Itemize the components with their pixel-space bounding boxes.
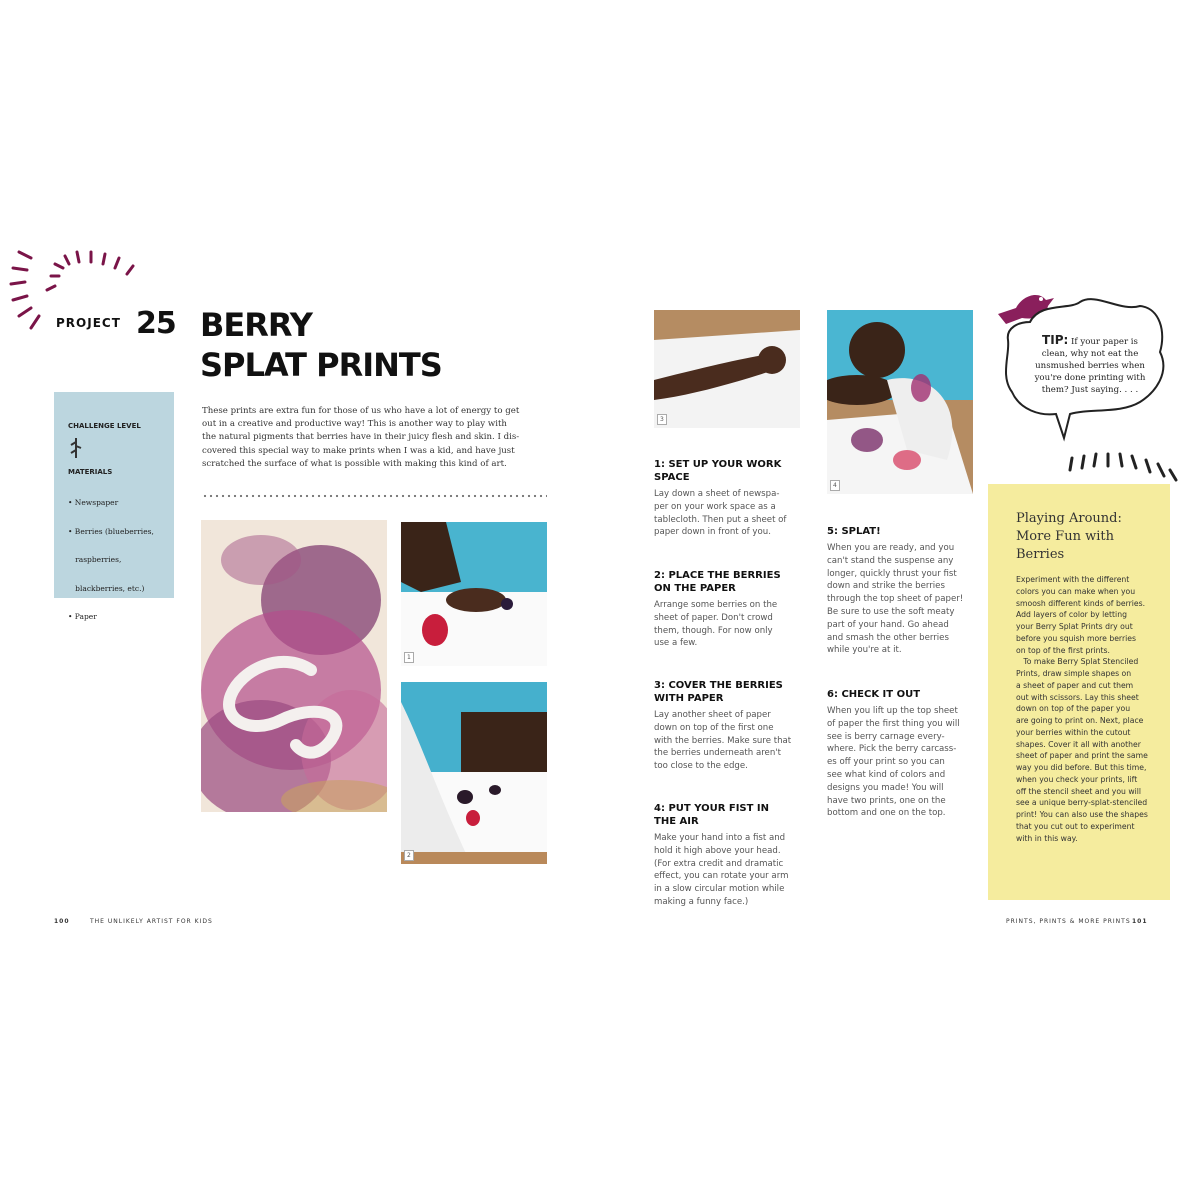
step-text: can't stand the suspense any	[827, 555, 954, 566]
panel-line: smoosh different kinds of berries.	[1016, 598, 1146, 608]
panel-line: shapes. Cover it all with another	[1016, 739, 1141, 749]
material-item: • Paper	[68, 612, 97, 621]
step-text: the berries underneath aren't	[654, 748, 782, 759]
panel-line: a sheet of paper and cut them	[1016, 680, 1134, 690]
panel-title: More Fun with	[1016, 529, 1114, 544]
panel-line: Add layers of color by letting	[1016, 610, 1127, 620]
panel-line: colors you can make when you	[1016, 586, 1136, 596]
step-text: Be sure to use the soft meaty	[827, 606, 955, 617]
panel-line: down on top of the paper you	[1016, 704, 1131, 714]
materials-panel	[54, 392, 174, 621]
project-label: PROJECT	[56, 316, 121, 330]
tip-line: unsmushed berries when	[1035, 361, 1145, 371]
step-heading: WITH PAPER	[654, 693, 724, 704]
step-text: them, though. For now only	[654, 625, 773, 636]
panel-line: your berries within the cutout	[1016, 727, 1131, 737]
panel-line: sheet of paper and print the same	[1016, 751, 1148, 761]
panel-title: Playing Around:	[1016, 511, 1122, 526]
step-heading: 2: PLACE THE BERRIES	[654, 570, 781, 581]
tip-line: you're done printing with	[1034, 373, 1146, 383]
photo-number: 2	[404, 850, 414, 861]
step-text: see what kind of colors and	[827, 769, 946, 780]
step-text: making a funny face.)	[654, 896, 749, 907]
step-photo-cover	[401, 682, 547, 864]
step-heading: 5: SPLAT!	[827, 526, 881, 537]
step-text: have two prints, one on the	[827, 795, 946, 806]
step-text: Lay down a sheet of newspa-	[654, 489, 780, 499]
tip-line: them? Just saying. . . .	[1041, 385, 1139, 395]
tip-label: TIP:	[1042, 333, 1069, 347]
step-1	[654, 458, 804, 539]
panel-line: see a unique berry-splat-stenciled	[1016, 798, 1148, 808]
step-heading: SPACE	[654, 472, 690, 483]
step-text: too close to the edge.	[654, 761, 748, 772]
photo-number: 3	[657, 414, 667, 425]
step-heading: 3: COVER THE BERRIES	[654, 680, 783, 691]
splat-artwork-photo	[201, 520, 387, 812]
playing-around-panel	[988, 484, 1170, 900]
panel-title: Berries	[1016, 547, 1065, 562]
challenge-label: CHALLENGE LEVEL	[68, 422, 141, 430]
panel-line: To make Berry Splat Stenciled	[1016, 657, 1139, 667]
panel-line: off the stencil sheet and you will	[1016, 786, 1142, 796]
intro-line: These prints are extra fun for those of us who have a lot of energy to get	[202, 406, 520, 416]
material-item: • Newspaper	[68, 498, 119, 507]
step-heading: ON THE PAPER	[654, 583, 736, 594]
tip-line: If your paper is	[1071, 337, 1138, 347]
panel-line: that you cut out to experiment	[1016, 821, 1135, 831]
intro-line: out in a creative and productive way! This is another way to play with	[202, 419, 507, 430]
step-text: down on top of the first one	[654, 722, 774, 733]
step-5	[827, 525, 977, 657]
panel-line: when you check your prints, lift	[1016, 774, 1138, 784]
photo-number: 1	[404, 652, 414, 663]
step-3	[654, 679, 804, 773]
panel-line: before you squish more berries	[1016, 633, 1136, 643]
step-text: of paper the first thing you will	[827, 718, 960, 729]
step-text: When you are ready, and you	[827, 543, 955, 553]
intro-line: scratched the surface of what is possible with making this kind of art.	[202, 458, 507, 469]
tip-line: clean, why not eat the	[1041, 349, 1139, 359]
step-text: es off your print so you can	[827, 757, 945, 768]
step-text: When you lift up the top sheet	[827, 706, 958, 716]
page-title-line2: SPLAT PRINTS	[200, 346, 442, 384]
step-text: while you're at it.	[827, 645, 902, 656]
step-heading: 1: SET UP YOUR WORK	[654, 459, 782, 470]
step-photo-reveal	[827, 310, 973, 494]
step-heading: THE AIR	[654, 816, 699, 827]
step-text: effect, you can rotate your arm	[654, 871, 789, 882]
intro-line: the natural pigments that berries have in their juicy flesh and skin. I dis-	[202, 432, 520, 443]
step-text: where. Pick the berry carcass-	[827, 744, 957, 755]
panel-line: way you did before. But this time,	[1016, 763, 1147, 772]
step-text: in a slow circular motion while	[654, 884, 785, 895]
panel-line: with in this way.	[1016, 833, 1078, 843]
step-text: with the berries. Make sure that	[654, 735, 792, 746]
step-text: tablecloth. Then put a sheet of	[654, 514, 787, 525]
step-text: hold it high above your head.	[654, 845, 781, 856]
panel-line: print! You can also use the shapes	[1016, 810, 1148, 819]
material-item: blackberries, etc.)	[68, 583, 145, 593]
footer-book-title: THE UNLIKELY ARTIST FOR KIDS	[90, 918, 213, 925]
step-text: sheet of paper. Don't crowd	[654, 612, 773, 623]
panel-line: your Berry Splat Prints dry out	[1016, 622, 1133, 631]
dotted-divider	[202, 494, 547, 498]
step-text: Arrange some berries on the	[654, 600, 778, 610]
step-text: down and strike the berries	[827, 581, 945, 592]
panel-line: Experiment with the different	[1016, 575, 1130, 584]
panel-line: on top of the first prints.	[1016, 645, 1110, 655]
step-text: Lay another sheet of paper	[654, 710, 771, 720]
step-text: designs you made! You will	[827, 782, 944, 793]
material-item: • Berries (blueberries,	[68, 526, 154, 536]
panel-line: Prints, draw simple shapes on	[1016, 669, 1132, 678]
step-text: and smash the other berries	[827, 632, 949, 643]
step-photo-berries	[401, 522, 547, 666]
material-item: raspberries,	[68, 555, 122, 564]
burst-decoration-small	[1064, 446, 1184, 486]
step-photo-fist	[654, 310, 800, 428]
page-title-line1: BERRY	[200, 306, 312, 344]
step-text: use a few.	[654, 638, 698, 649]
leaf-icon	[68, 436, 84, 460]
photo-number: 4	[830, 480, 840, 491]
panel-line: out with scissors. Lay this sheet	[1016, 692, 1139, 702]
panel-line: are going to print on. Next, place	[1016, 716, 1144, 725]
step-text: paper down in front of you.	[654, 527, 771, 538]
footer-chapter-title: PRINTS, PRINTS & MORE PRINTS	[1006, 918, 1131, 925]
step-text: bottom and one on the top.	[827, 808, 946, 819]
tip-text	[1020, 334, 1160, 396]
step-text: (For extra credit and dramatic	[654, 858, 784, 869]
step-4	[654, 802, 804, 909]
step-2	[654, 569, 804, 650]
step-text: Make your hand into a fist and	[654, 833, 786, 843]
step-heading: 4: PUT YOUR FIST IN	[654, 803, 770, 814]
step-text: part of your hand. Go ahead	[827, 619, 949, 630]
step-text: per on your work space as a	[654, 501, 776, 512]
step-text: longer, quickly thrust your fist	[827, 568, 957, 579]
intro-paragraph	[202, 405, 562, 471]
materials-label: MATERIALS	[68, 468, 113, 476]
page-number-right: 101	[1132, 918, 1148, 925]
step-text: through the top sheet of paper!	[827, 594, 964, 605]
step-heading: 6: CHECK IT OUT	[827, 689, 921, 700]
step-text: see is berry carnage every-	[827, 731, 945, 742]
page-number-left: 100	[54, 918, 70, 925]
project-number: 25	[136, 306, 176, 341]
step-6	[827, 688, 977, 820]
intro-line: covered this special way to make prints when I was a kid, and have just	[202, 445, 515, 456]
